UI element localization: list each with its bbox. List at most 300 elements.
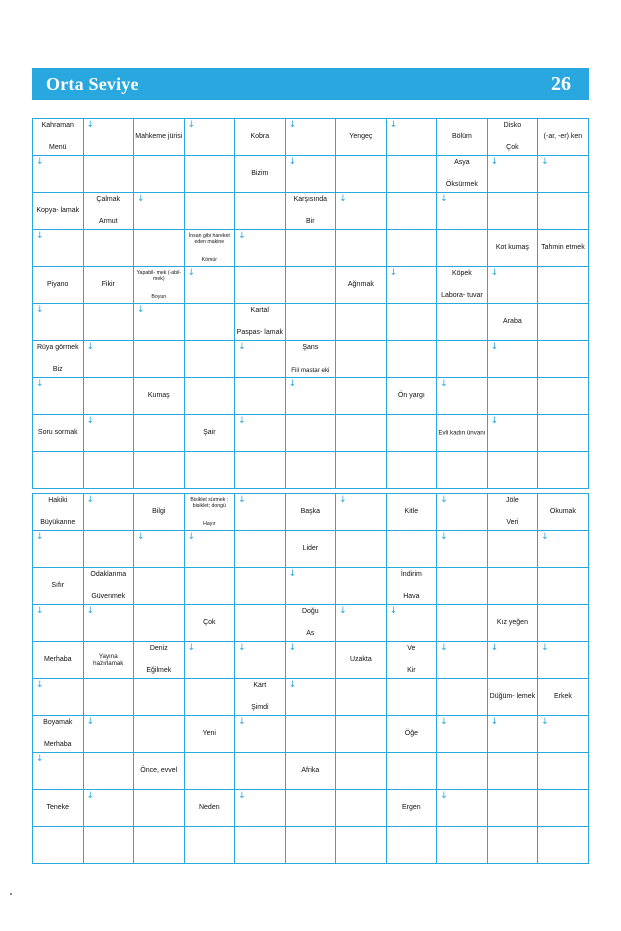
clue-text: Uzakta bbox=[349, 655, 372, 663]
clue-text: As bbox=[306, 629, 315, 637]
clue-text: Yengeç bbox=[349, 132, 373, 140]
answer-cell[interactable] bbox=[336, 679, 387, 716]
clue-cell bbox=[235, 304, 286, 341]
answer-cell[interactable] bbox=[488, 790, 539, 827]
answer-cell[interactable] bbox=[185, 827, 236, 864]
answer-cell[interactable] bbox=[185, 753, 236, 790]
clue-text: Deniz bbox=[149, 645, 168, 652]
answer-cell[interactable] bbox=[488, 193, 539, 230]
answer-cell[interactable] bbox=[437, 378, 488, 415]
clue-text: Sıfır bbox=[51, 581, 65, 589]
answer-cell[interactable] bbox=[437, 531, 488, 568]
answer-cell[interactable] bbox=[488, 452, 539, 489]
answer-cell[interactable] bbox=[84, 415, 135, 452]
clue-text: Boyamak bbox=[43, 719, 73, 726]
arrow-down-icon: ↓ bbox=[36, 532, 44, 542]
clue-cell bbox=[286, 494, 337, 531]
clue-text: Başka bbox=[300, 507, 321, 515]
clue-cell bbox=[488, 679, 539, 716]
clue-text: Araba bbox=[503, 317, 522, 325]
clue-text: İndirim bbox=[400, 571, 422, 578]
answer-cell[interactable] bbox=[33, 827, 84, 864]
clue-text: Lider bbox=[302, 544, 319, 552]
answer-cell[interactable] bbox=[134, 679, 185, 716]
clue-text: Asya bbox=[454, 159, 470, 166]
clue-text: Yapabil- mek (-abil- mek) bbox=[136, 270, 182, 283]
arrow-down-icon: ↓ bbox=[288, 643, 297, 653]
answer-cell[interactable] bbox=[387, 304, 438, 341]
answer-cell[interactable] bbox=[185, 304, 236, 341]
arrow-down-icon: ↓ bbox=[440, 194, 448, 204]
answer-cell[interactable] bbox=[33, 378, 84, 415]
answer-cell[interactable] bbox=[286, 415, 337, 452]
answer-cell[interactable] bbox=[235, 230, 286, 267]
clue-cell bbox=[387, 494, 438, 531]
answer-cell[interactable] bbox=[84, 119, 135, 156]
arrow-down-icon: ↓ bbox=[187, 120, 196, 130]
answer-cell[interactable] bbox=[84, 230, 135, 267]
grid-row bbox=[33, 415, 589, 452]
arrow-down-icon: ↓ bbox=[440, 791, 448, 801]
answer-cell[interactable] bbox=[286, 230, 337, 267]
answer-cell[interactable] bbox=[538, 716, 589, 753]
page-header bbox=[32, 68, 589, 100]
answer-cell[interactable] bbox=[84, 716, 135, 753]
answer-cell[interactable] bbox=[33, 679, 84, 716]
clue-text: Ağrımak bbox=[347, 280, 374, 288]
arrow-down-icon: ↓ bbox=[339, 194, 347, 204]
clue-text: Merhaba bbox=[43, 740, 72, 748]
arrow-down-icon: ↓ bbox=[541, 157, 549, 167]
clue-text: Veri bbox=[506, 518, 519, 526]
answer-cell[interactable] bbox=[387, 415, 438, 452]
answer-cell[interactable] bbox=[488, 716, 539, 753]
answer-cell[interactable] bbox=[538, 452, 589, 489]
arrow-down-icon: ↓ bbox=[137, 194, 145, 204]
answer-cell[interactable] bbox=[387, 156, 438, 193]
page-number: 26 bbox=[551, 72, 571, 95]
answer-cell[interactable] bbox=[235, 378, 286, 415]
answer-cell[interactable] bbox=[134, 304, 185, 341]
clue-cell bbox=[538, 679, 589, 716]
arrow-down-icon: ↓ bbox=[288, 680, 297, 690]
answer-cell[interactable] bbox=[387, 341, 438, 378]
clue-cell bbox=[387, 568, 438, 605]
clue-text: Fikir bbox=[101, 280, 115, 288]
clue-text: Karşısında bbox=[293, 196, 328, 203]
answer-cell[interactable] bbox=[286, 156, 337, 193]
clue-text: Yayına hazırlamak bbox=[93, 652, 124, 667]
clue-cell bbox=[437, 415, 488, 452]
answer-cell[interactable] bbox=[336, 378, 387, 415]
answer-cell[interactable] bbox=[235, 494, 286, 531]
answer-cell[interactable] bbox=[387, 452, 438, 489]
clue-text: Hakiki bbox=[48, 497, 68, 504]
answer-cell[interactable] bbox=[235, 193, 286, 230]
arrow-down-icon: ↓ bbox=[86, 717, 95, 727]
answer-cell[interactable] bbox=[134, 156, 185, 193]
answer-cell[interactable] bbox=[84, 378, 135, 415]
arrow-down-icon: ↓ bbox=[86, 342, 95, 352]
answer-cell[interactable] bbox=[538, 341, 589, 378]
answer-cell[interactable] bbox=[33, 452, 84, 489]
answer-cell[interactable] bbox=[538, 415, 589, 452]
answer-cell[interactable] bbox=[538, 753, 589, 790]
clue-text: Bir bbox=[306, 217, 315, 225]
clue-cell bbox=[33, 642, 84, 679]
answer-cell[interactable] bbox=[286, 679, 337, 716]
arrow-down-icon: ↓ bbox=[541, 532, 549, 542]
answer-cell[interactable] bbox=[134, 568, 185, 605]
answer-cell[interactable] bbox=[84, 494, 135, 531]
answer-cell[interactable] bbox=[134, 716, 185, 753]
answer-cell[interactable] bbox=[235, 267, 286, 304]
answer-cell[interactable] bbox=[185, 452, 236, 489]
clue-text: Düğüm- lemek bbox=[489, 692, 536, 700]
clue-text: Bölüm bbox=[451, 132, 472, 140]
arrow-down-icon: ↓ bbox=[86, 416, 95, 426]
arrow-down-icon: ↓ bbox=[440, 717, 448, 727]
clue-cell bbox=[336, 642, 387, 679]
answer-cell[interactable] bbox=[437, 679, 488, 716]
arrow-down-icon: ↓ bbox=[238, 643, 246, 653]
answer-cell[interactable] bbox=[336, 753, 387, 790]
grid-row bbox=[33, 494, 589, 531]
clue-text: Şair bbox=[203, 428, 216, 436]
answer-cell[interactable] bbox=[286, 716, 337, 753]
answer-cell[interactable] bbox=[336, 790, 387, 827]
clue-cell bbox=[387, 790, 438, 827]
answer-cell[interactable] bbox=[437, 605, 488, 642]
answer-cell[interactable] bbox=[185, 193, 236, 230]
answer-cell[interactable] bbox=[387, 267, 438, 304]
clue-text: Kir bbox=[407, 666, 416, 674]
clue-cell bbox=[33, 790, 84, 827]
clue-cell bbox=[134, 494, 185, 531]
grid-row bbox=[33, 267, 589, 304]
answer-cell[interactable] bbox=[134, 452, 185, 489]
arrow-down-icon: ↓ bbox=[238, 717, 246, 727]
answer-cell[interactable] bbox=[336, 193, 387, 230]
answer-cell[interactable] bbox=[538, 193, 589, 230]
arrow-down-icon: ↓ bbox=[36, 606, 44, 616]
answer-cell[interactable] bbox=[84, 304, 135, 341]
clue-cell bbox=[488, 605, 539, 642]
answer-cell[interactable] bbox=[235, 753, 286, 790]
answer-cell[interactable] bbox=[437, 494, 488, 531]
answer-cell[interactable] bbox=[286, 642, 337, 679]
answer-cell[interactable] bbox=[185, 378, 236, 415]
answer-cell[interactable] bbox=[387, 119, 438, 156]
answer-cell[interactable] bbox=[387, 193, 438, 230]
clue-cell bbox=[84, 642, 135, 679]
answer-cell[interactable] bbox=[84, 156, 135, 193]
answer-cell[interactable] bbox=[235, 415, 286, 452]
answer-cell[interactable] bbox=[437, 193, 488, 230]
answer-cell[interactable] bbox=[33, 753, 84, 790]
answer-cell[interactable] bbox=[33, 605, 84, 642]
arrow-down-icon: ↓ bbox=[490, 268, 499, 278]
answer-cell[interactable] bbox=[437, 790, 488, 827]
clue-cell bbox=[134, 267, 185, 304]
clue-text: Önce, evvel bbox=[140, 766, 178, 774]
answer-cell[interactable] bbox=[488, 156, 539, 193]
answer-cell[interactable] bbox=[387, 827, 438, 864]
arrow-down-icon: ↓ bbox=[440, 643, 448, 653]
answer-cell[interactable] bbox=[538, 827, 589, 864]
grid-row bbox=[33, 452, 589, 489]
answer-cell[interactable] bbox=[84, 531, 135, 568]
arrow-down-icon: ↓ bbox=[36, 305, 44, 315]
clue-text: Ön yargı bbox=[397, 391, 425, 399]
answer-cell[interactable] bbox=[387, 605, 438, 642]
clue-cell bbox=[185, 716, 236, 753]
clue-text: Eğilmek bbox=[146, 666, 172, 674]
arrow-down-icon: ↓ bbox=[137, 532, 145, 542]
grid-row bbox=[33, 156, 589, 193]
arrow-down-icon: ↓ bbox=[86, 606, 95, 616]
arrow-down-icon: ↓ bbox=[541, 717, 549, 727]
answer-cell[interactable] bbox=[185, 341, 236, 378]
answer-cell[interactable] bbox=[235, 568, 286, 605]
grid-row bbox=[33, 642, 589, 679]
answer-cell[interactable] bbox=[134, 230, 185, 267]
answer-cell[interactable] bbox=[134, 605, 185, 642]
arrow-down-icon: ↓ bbox=[389, 606, 398, 616]
arrow-down-icon: ↓ bbox=[288, 120, 297, 130]
answer-cell[interactable] bbox=[286, 304, 337, 341]
answer-cell[interactable] bbox=[437, 827, 488, 864]
answer-cell[interactable] bbox=[235, 605, 286, 642]
answer-cell[interactable] bbox=[185, 531, 236, 568]
arrow-down-icon: ↓ bbox=[187, 268, 196, 278]
answer-cell[interactable] bbox=[437, 230, 488, 267]
answer-cell[interactable] bbox=[235, 827, 286, 864]
answer-cell[interactable] bbox=[286, 827, 337, 864]
answer-cell[interactable] bbox=[185, 156, 236, 193]
answer-cell[interactable] bbox=[488, 568, 539, 605]
clue-cell bbox=[286, 605, 337, 642]
answer-cell[interactable] bbox=[286, 119, 337, 156]
clue-cell bbox=[33, 494, 84, 531]
answer-cell[interactable] bbox=[33, 531, 84, 568]
answer-cell[interactable] bbox=[33, 156, 84, 193]
clue-text: Soru sormak bbox=[37, 428, 78, 436]
answer-cell[interactable] bbox=[134, 415, 185, 452]
clue-cell bbox=[33, 415, 84, 452]
answer-cell[interactable] bbox=[84, 452, 135, 489]
answer-cell[interactable] bbox=[538, 568, 589, 605]
clue-text: İnsan gibi hareket eden makine bbox=[188, 233, 230, 246]
answer-cell[interactable] bbox=[84, 341, 135, 378]
clue-text: Kahraman bbox=[41, 122, 74, 129]
answer-cell[interactable] bbox=[387, 230, 438, 267]
grid-row bbox=[33, 716, 589, 753]
corner-mark bbox=[10, 893, 12, 895]
clue-text: Labora- tuvar bbox=[441, 291, 483, 299]
clue-cell bbox=[437, 156, 488, 193]
answer-cell[interactable] bbox=[437, 304, 488, 341]
clue-text: Afrika bbox=[301, 766, 320, 774]
answer-cell[interactable] bbox=[488, 753, 539, 790]
answer-cell[interactable] bbox=[538, 304, 589, 341]
answer-cell[interactable] bbox=[286, 378, 337, 415]
answer-cell[interactable] bbox=[336, 827, 387, 864]
answer-cell[interactable] bbox=[286, 568, 337, 605]
clue-text: Kartal bbox=[250, 307, 269, 314]
clue-text: Güvenmek bbox=[91, 592, 126, 600]
answer-cell[interactable] bbox=[538, 267, 589, 304]
clue-text: Tahmin etmek bbox=[541, 243, 585, 251]
answer-cell[interactable] bbox=[437, 642, 488, 679]
clue-text: Jöle bbox=[505, 497, 519, 504]
clue-cell bbox=[488, 119, 539, 156]
answer-cell[interactable] bbox=[488, 267, 539, 304]
clue-cell bbox=[286, 531, 337, 568]
clue-cell bbox=[488, 494, 539, 531]
answer-cell[interactable] bbox=[336, 605, 387, 642]
answer-cell[interactable] bbox=[84, 790, 135, 827]
arrow-down-icon: ↓ bbox=[490, 157, 499, 167]
arrow-down-icon: ↓ bbox=[288, 157, 297, 167]
clue-text: Armut bbox=[98, 217, 118, 225]
answer-cell[interactable] bbox=[336, 156, 387, 193]
answer-cell[interactable] bbox=[134, 531, 185, 568]
clue-cell bbox=[185, 230, 236, 267]
answer-cell[interactable] bbox=[437, 568, 488, 605]
answer-cell[interactable] bbox=[185, 679, 236, 716]
answer-cell[interactable] bbox=[235, 531, 286, 568]
answer-cell[interactable] bbox=[134, 341, 185, 378]
answer-cell[interactable] bbox=[437, 341, 488, 378]
answer-cell[interactable] bbox=[33, 304, 84, 341]
answer-cell[interactable] bbox=[538, 605, 589, 642]
answer-cell[interactable] bbox=[437, 716, 488, 753]
answer-cell[interactable] bbox=[336, 452, 387, 489]
answer-cell[interactable] bbox=[286, 452, 337, 489]
answer-cell[interactable] bbox=[235, 341, 286, 378]
answer-cell[interactable] bbox=[488, 642, 539, 679]
clue-text: Kitle bbox=[404, 507, 419, 515]
answer-cell[interactable] bbox=[387, 531, 438, 568]
arrow-down-icon: ↓ bbox=[137, 305, 145, 315]
answer-cell[interactable] bbox=[84, 753, 135, 790]
clue-text: Çok bbox=[203, 618, 216, 626]
clue-cell bbox=[387, 378, 438, 415]
clue-text: Kumaş bbox=[147, 391, 170, 399]
answer-cell[interactable] bbox=[336, 568, 387, 605]
puzzle-grid-bottom[interactable] bbox=[32, 493, 589, 864]
answer-cell[interactable] bbox=[488, 415, 539, 452]
arrow-down-icon: ↓ bbox=[36, 379, 44, 389]
clue-cell bbox=[33, 341, 84, 378]
answer-cell[interactable] bbox=[235, 452, 286, 489]
answer-cell[interactable] bbox=[336, 494, 387, 531]
answer-cell[interactable] bbox=[488, 378, 539, 415]
arrow-down-icon: ↓ bbox=[440, 495, 448, 505]
answer-cell[interactable] bbox=[538, 642, 589, 679]
clue-text: Hayır bbox=[203, 520, 216, 527]
clue-cell bbox=[134, 119, 185, 156]
clue-text: Yeni bbox=[202, 729, 216, 737]
answer-cell[interactable] bbox=[134, 790, 185, 827]
answer-cell[interactable] bbox=[538, 531, 589, 568]
answer-cell[interactable] bbox=[185, 119, 236, 156]
answer-cell[interactable] bbox=[235, 716, 286, 753]
answer-cell[interactable] bbox=[488, 341, 539, 378]
clue-cell bbox=[538, 230, 589, 267]
clue-cell bbox=[235, 119, 286, 156]
answer-cell[interactable] bbox=[488, 531, 539, 568]
clue-cell bbox=[387, 642, 438, 679]
clue-text: Erkek bbox=[553, 692, 572, 700]
clue-text: Öğe bbox=[404, 729, 418, 737]
answer-cell[interactable] bbox=[185, 642, 236, 679]
answer-cell[interactable] bbox=[84, 605, 135, 642]
answer-cell[interactable] bbox=[336, 716, 387, 753]
clue-text: Çok bbox=[506, 143, 519, 151]
clue-text: Bilgi bbox=[152, 507, 166, 515]
clue-cell bbox=[185, 790, 236, 827]
answer-cell[interactable] bbox=[336, 531, 387, 568]
arrow-down-icon: ↓ bbox=[288, 569, 297, 579]
clue-text: Çalmak bbox=[96, 196, 121, 203]
arrow-down-icon: ↓ bbox=[389, 268, 398, 278]
answer-cell[interactable] bbox=[336, 341, 387, 378]
arrow-down-icon: ↓ bbox=[238, 495, 246, 505]
arrow-down-icon: ↓ bbox=[490, 643, 499, 653]
answer-cell[interactable] bbox=[437, 452, 488, 489]
answer-cell[interactable] bbox=[84, 827, 135, 864]
answer-cell[interactable] bbox=[336, 230, 387, 267]
clue-text: Kart bbox=[253, 682, 267, 689]
grid-row bbox=[33, 193, 589, 230]
answer-cell[interactable] bbox=[437, 753, 488, 790]
clue-text: Öksürmek bbox=[445, 180, 478, 188]
grid-row bbox=[33, 378, 589, 415]
answer-cell[interactable] bbox=[134, 827, 185, 864]
answer-cell[interactable] bbox=[286, 267, 337, 304]
clue-text: Köpek bbox=[451, 270, 472, 277]
clue-cell bbox=[185, 605, 236, 642]
answer-cell[interactable] bbox=[185, 568, 236, 605]
answer-cell[interactable] bbox=[33, 230, 84, 267]
answer-cell[interactable] bbox=[538, 378, 589, 415]
clue-cell bbox=[235, 156, 286, 193]
grid-row bbox=[33, 341, 589, 378]
answer-cell[interactable] bbox=[538, 790, 589, 827]
answer-cell[interactable] bbox=[134, 193, 185, 230]
clue-text: Kopya- lamak bbox=[36, 206, 80, 214]
arrow-down-icon: ↓ bbox=[440, 532, 448, 542]
arrow-down-icon: ↓ bbox=[238, 416, 246, 426]
clue-text: Teneke bbox=[46, 803, 70, 811]
grid-row bbox=[33, 568, 589, 605]
answer-cell[interactable] bbox=[538, 156, 589, 193]
answer-cell[interactable] bbox=[387, 679, 438, 716]
answer-cell[interactable] bbox=[286, 790, 337, 827]
answer-cell[interactable] bbox=[185, 267, 236, 304]
answer-cell[interactable] bbox=[336, 415, 387, 452]
answer-cell[interactable] bbox=[235, 642, 286, 679]
answer-cell[interactable] bbox=[387, 753, 438, 790]
answer-cell[interactable] bbox=[235, 790, 286, 827]
puzzle-grid-top[interactable] bbox=[32, 118, 589, 489]
arrow-down-icon: ↓ bbox=[36, 231, 44, 241]
answer-cell[interactable] bbox=[84, 679, 135, 716]
answer-cell[interactable] bbox=[336, 304, 387, 341]
answer-cell[interactable] bbox=[488, 827, 539, 864]
